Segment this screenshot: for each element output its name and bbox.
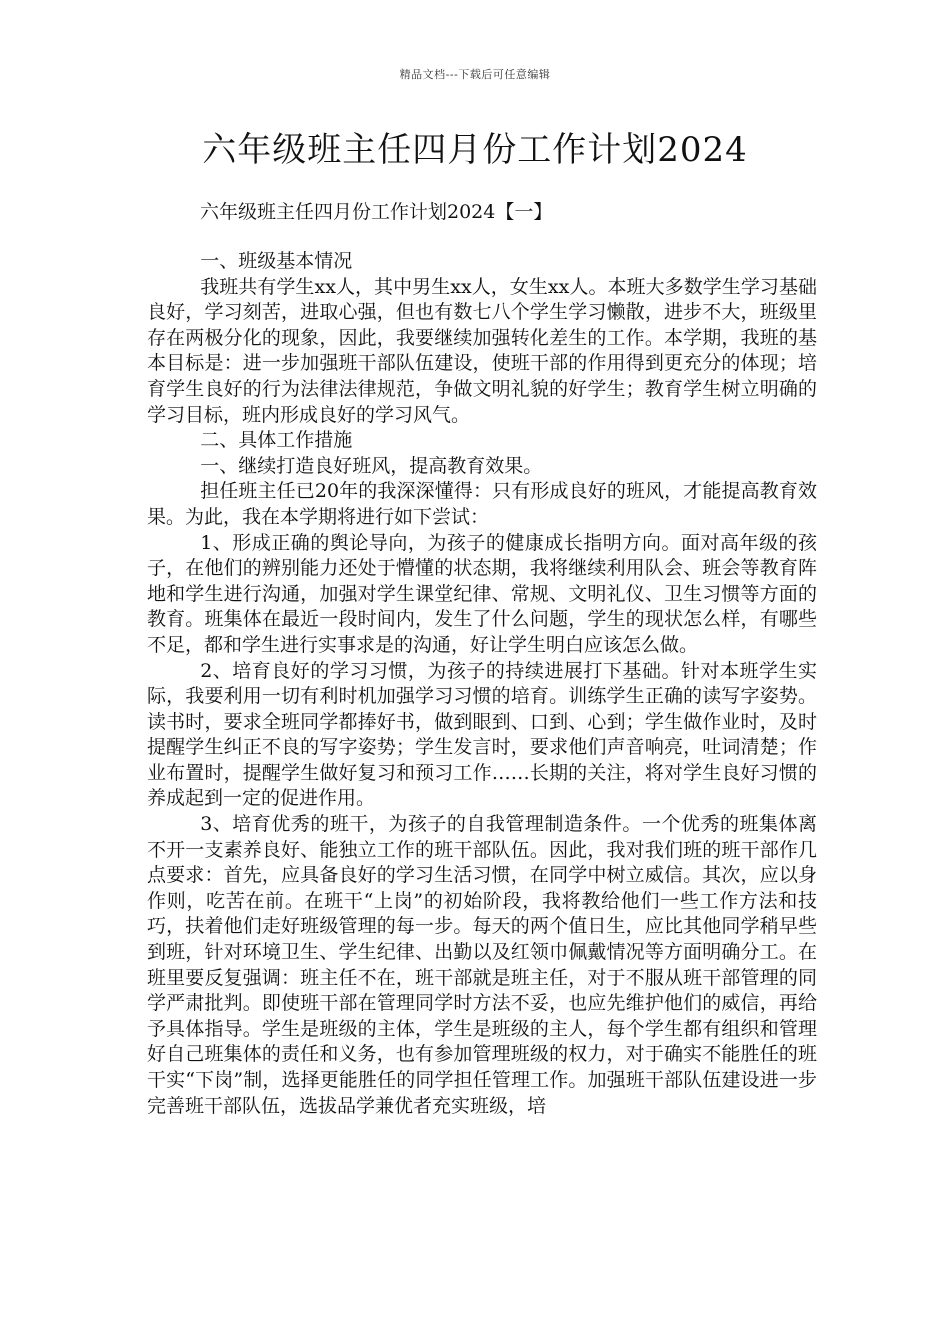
header-watermark: 精品文档---下载后可任意编辑 — [399, 68, 551, 81]
paragraph-item-3: 3、培育优秀的班干，为孩子的自我管理制造条件。一个优秀的班集体离不开一支素养良好、能独立工作的班干部队伍。因此，我对我们班的班干部作几点要求：首先，应具备良好的学习生活习惯，在同学中树立威信。其次，应以身作则，吃苦在前。在班干“上岗”的初始阶段，我将教给他们一些工作方法和技巧，扶着他们走好班级管理的每一步。每天的两个值日生，应比其他同学稍早些到班，针对环境卫生、学生纪律、出勤以及红领巾佩戴情况等方面明确分工。在班里要反复强调：班主任不在，班干部就是班主任，对于不服从班干部管理的同学严肃批判。即使班干部在管理同学时方法不妥，也应先维护他们的威信，再给予具体指导。学生是班级的主体，学生是班级的主人，每个学生都有组织和管理好自己班集体的责任和义务，也有参加管理班级的权力，对于确实不能胜任的班干实“下岗”制，选择更能胜任的同学担任管理工作。加强班干部队伍建设进一步完善班干部队伍，选拔品学兼优者充实班级，培 — [147, 813, 817, 1117]
paragraph-intro-attempts: 担任班主任已20年的我深深懂得：只有形成良好的班风，才能提高教育效果。为此，我在本学期将进行如下尝试： — [147, 480, 817, 528]
page-title: 六年级班主任四月份工作计划2024 — [202, 130, 748, 170]
subsection-heading-class-spirit: 一、继续打造良好班风，提高教育效果。 — [200, 454, 543, 477]
paragraph-class-overview: 我班共有学生xx人，其中男生xx人，女生xx人。本班大多数学生学习基础良好，学习刻苦，进取心强，但也有数七八个学生学习懒散，进步不大，班级里存在两极分化的现象，因此，我要继续加强转化差生的工作。本学期，我班的基本目标是：进一步加强班干部队伍建设，使班干部的作用得到更充分的体现；培育学生良好的行为法律法律规范，争做文明礼貌的好学生；教育学生树立明确的学习目标，班内形成良好的学习风气。 — [147, 275, 817, 426]
paragraph-item-1: 1、形成正确的舆论导向，为孩子的健康成长指明方向。面对高年级的孩子，在他们的辨别能力还处于懵懂的状态期，我将继续利用队会、班会等教育阵地和学生进行沟通，加强对学生课堂纪律、常规、文明礼仪、卫生习惯等方面的教育。班集体在最近一段时间内，发生了什么问题，学生的现状怎么样，有哪些不足，都和学生进行实事求是的沟通，好让学生明白应该怎么做。 — [147, 531, 817, 656]
section-heading-basic-situation: 一、班级基本情况 — [200, 250, 353, 272]
document-subtitle: 六年级班主任四月份工作计划2024【一】 — [200, 201, 553, 223]
document-body — [147, 249, 817, 1119]
section-heading-work-measures: 二、具体工作措施 — [200, 429, 353, 452]
paragraph-item-2: 2、培育良好的学习习惯，为孩子的持续进展打下基础。针对本班学生实际，我要利用一切有利时机加强学习习惯的培育。训练学生正确的读写字姿势。读书时，要求全班同学都捧好书，做到眼到、口到、心到；学生做作业时，及时提醒学生纠正不良的写字姿势；学生发言时，要求他们声音响亮，吐词清楚；作业布置时，提醒学生做好复习和预习工作……长期的关注，将对学生良好习惯的养成起到一定的促进作用。 — [147, 659, 817, 810]
